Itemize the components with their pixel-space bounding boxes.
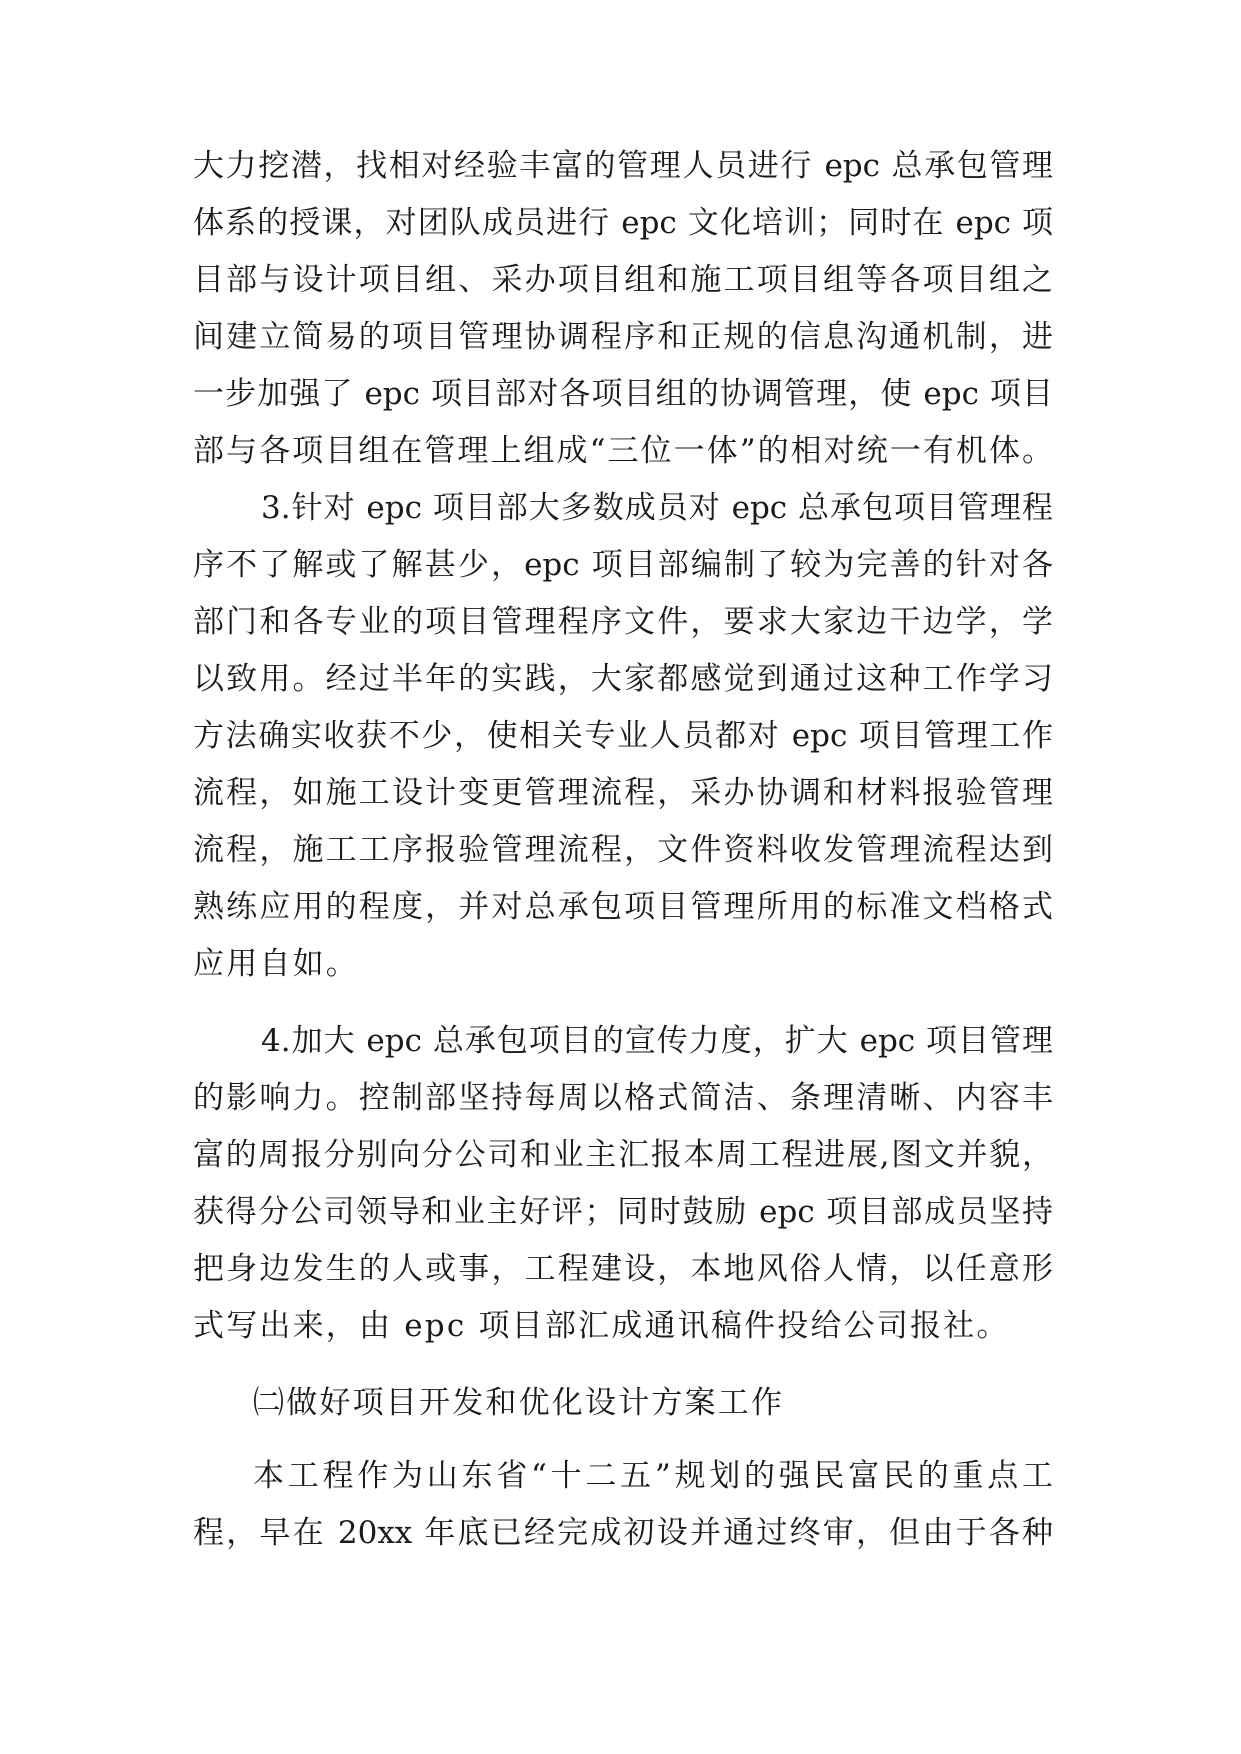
text-line: 程，早在 20xx 年底已经完成初设并通过终审，但由于各种 (193, 1515, 1053, 1551)
text-line: 部门和各专业的项目管理程序文件，要求大家边干边学，学 (193, 604, 1053, 640)
text-line: 方法确实收获不少，使相关专业人员都对 epc 项目管理工作 (193, 718, 1053, 754)
text-line: 以致用。经过半年的实践，大家都感觉到通过这种工作学习 (193, 661, 1053, 697)
section-heading: ㈡做好项目开发和优化设计方案工作 (253, 1385, 785, 1421)
text-line: 的影响力。控制部坚持每周以格式简洁、条理清晰、内容丰 (193, 1080, 1053, 1116)
text-line: 体系的授课，对团队成员进行 epc 文化培训；同时在 epc 项 (193, 205, 1053, 241)
text-line: 获得分公司领导和业主好评；同时鼓励 epc 项目部成员坚持 (193, 1194, 1053, 1230)
text-line: 大力挖潜，找相对经验丰富的管理人员进行 epc 总承包管理 (193, 148, 1053, 184)
text-line: 间建立简易的项目管理协调程序和正规的信息沟通机制，进 (193, 319, 1053, 355)
text-line: 富的周报分别向分公司和业主汇报本周工程进展,图文并貌， (193, 1137, 1053, 1173)
paragraph-first-line: 本工程作为山东省“十二五”规划的强民富民的重点工 (253, 1458, 1053, 1494)
text-line: 应用自如。 (193, 946, 359, 982)
paragraph-4-first-line: 4.加大 epc 总承包项目的宣传力度，扩大 epc 项目管理 (261, 1023, 1053, 1059)
paragraph-3-first-line: 3.针对 epc 项目部大多数成员对 epc 总承包项目管理程 (261, 490, 1053, 526)
text-line: 目部与设计项目组、采办项目组和施工项目组等各项目组之 (193, 262, 1053, 298)
text-line: 部与各项目组在管理上组成“三位一体”的相对统一有机体。 (193, 433, 1053, 469)
text-line: 式写出来，由 epc 项目部汇成通讯稿件投给公司报社。 (193, 1308, 1010, 1344)
text-line: 流程，如施工设计变更管理流程，采办协调和材料报验管理 (193, 775, 1053, 811)
text-line: 序不了解或了解甚少，epc 项目部编制了较为完善的针对各 (193, 547, 1053, 583)
text-line: 熟练应用的程度，并对总承包项目管理所用的标准文档格式 (193, 889, 1053, 925)
text-line: 把身边发生的人或事，工程建设，本地风俗人情，以任意形 (193, 1251, 1053, 1287)
text-line: 流程，施工工序报验管理流程，文件资料收发管理流程达到 (193, 832, 1053, 868)
text-line: 一步加强了 epc 项目部对各项目组的协调管理，使 epc 项目 (193, 376, 1053, 412)
